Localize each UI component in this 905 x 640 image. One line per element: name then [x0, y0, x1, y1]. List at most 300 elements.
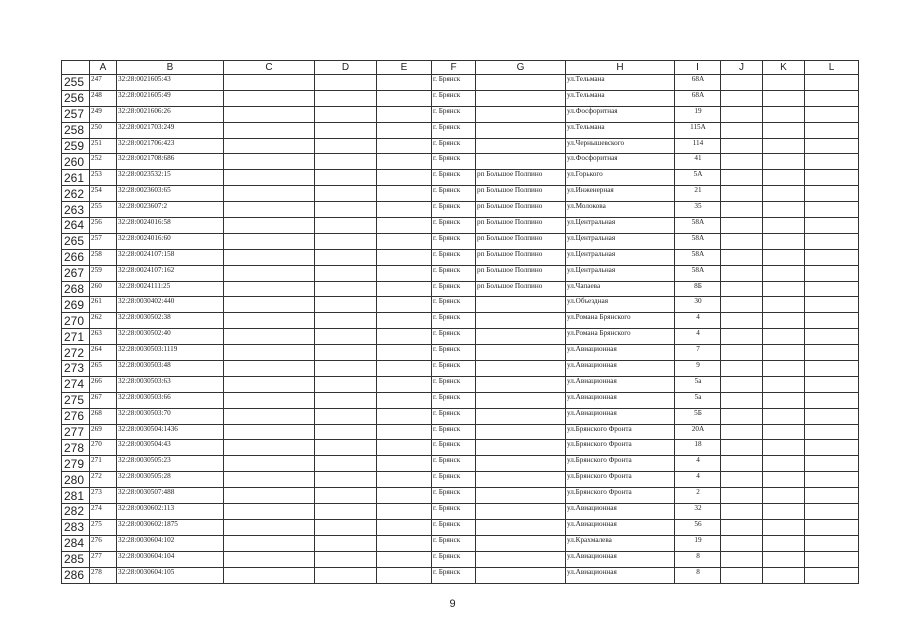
- cell-k[interactable]: [763, 472, 805, 488]
- cell-k[interactable]: [763, 90, 805, 106]
- cell-l[interactable]: [805, 519, 859, 535]
- cell-h[interactable]: ул.Молокова: [566, 202, 675, 218]
- row-number[interactable]: 277: [62, 424, 90, 440]
- cell-k[interactable]: [763, 297, 805, 313]
- cell-h[interactable]: ул.Брянского Фронта: [566, 440, 675, 456]
- cell-l[interactable]: [805, 376, 859, 392]
- cell-a[interactable]: 272: [90, 472, 117, 488]
- cell-j[interactable]: [721, 535, 763, 551]
- column-header-k[interactable]: K: [763, 61, 805, 75]
- cell-l[interactable]: [805, 233, 859, 249]
- cell-k[interactable]: [763, 345, 805, 361]
- cell-j[interactable]: [721, 297, 763, 313]
- cell-j[interactable]: [721, 265, 763, 281]
- cell-b[interactable]: 32:28:0030602:113: [117, 504, 224, 520]
- cell-i[interactable]: 21: [675, 186, 721, 202]
- cell-d[interactable]: [315, 218, 377, 234]
- cell-i[interactable]: 19: [675, 535, 721, 551]
- cell-d[interactable]: [315, 249, 377, 265]
- cell-l[interactable]: [805, 392, 859, 408]
- cell-g[interactable]: [476, 504, 566, 520]
- cell-i[interactable]: 35: [675, 202, 721, 218]
- cell-i[interactable]: 4: [675, 313, 721, 329]
- cell-d[interactable]: [315, 551, 377, 567]
- cell-i[interactable]: 5а: [675, 376, 721, 392]
- cell-d[interactable]: [315, 329, 377, 345]
- cell-l[interactable]: [805, 249, 859, 265]
- cell-k[interactable]: [763, 186, 805, 202]
- cell-d[interactable]: [315, 170, 377, 186]
- cell-j[interactable]: [721, 488, 763, 504]
- cell-d[interactable]: [315, 519, 377, 535]
- cell-c[interactable]: [224, 376, 315, 392]
- cell-a[interactable]: 257: [90, 233, 117, 249]
- cell-c[interactable]: [224, 440, 315, 456]
- cell-l[interactable]: [805, 440, 859, 456]
- cell-j[interactable]: [721, 329, 763, 345]
- cell-a[interactable]: 262: [90, 313, 117, 329]
- cell-l[interactable]: [805, 122, 859, 138]
- cell-k[interactable]: [763, 456, 805, 472]
- cell-c[interactable]: [224, 424, 315, 440]
- cell-d[interactable]: [315, 488, 377, 504]
- cell-h[interactable]: ул.Авиационная: [566, 519, 675, 535]
- cell-l[interactable]: [805, 313, 859, 329]
- cell-i[interactable]: 5Б: [675, 408, 721, 424]
- row-number[interactable]: 259: [62, 138, 90, 154]
- cell-d[interactable]: [315, 345, 377, 361]
- cell-j[interactable]: [721, 345, 763, 361]
- cell-j[interactable]: [721, 519, 763, 535]
- corner-header[interactable]: [62, 61, 90, 75]
- cell-e[interactable]: [377, 376, 432, 392]
- cell-f[interactable]: г. Брянск: [432, 567, 476, 583]
- cell-j[interactable]: [721, 440, 763, 456]
- cell-f[interactable]: г. Брянск: [432, 488, 476, 504]
- cell-e[interactable]: [377, 567, 432, 583]
- cell-g[interactable]: [476, 122, 566, 138]
- cell-c[interactable]: [224, 456, 315, 472]
- cell-h[interactable]: ул.Фосфоритная: [566, 106, 675, 122]
- cell-e[interactable]: [377, 265, 432, 281]
- cell-l[interactable]: [805, 504, 859, 520]
- cell-k[interactable]: [763, 154, 805, 170]
- cell-h[interactable]: ул.Центральная: [566, 218, 675, 234]
- cell-b[interactable]: 32:28:0021605:43: [117, 75, 224, 91]
- cell-d[interactable]: [315, 281, 377, 297]
- cell-e[interactable]: [377, 170, 432, 186]
- cell-k[interactable]: [763, 233, 805, 249]
- cell-f[interactable]: г. Брянск: [432, 345, 476, 361]
- column-header-e[interactable]: E: [377, 61, 432, 75]
- cell-e[interactable]: [377, 90, 432, 106]
- cell-b[interactable]: 32:28:0030503:48: [117, 361, 224, 377]
- cell-h[interactable]: ул.Авиационная: [566, 504, 675, 520]
- cell-l[interactable]: [805, 424, 859, 440]
- cell-d[interactable]: [315, 424, 377, 440]
- cell-h[interactable]: ул.Авиационная: [566, 567, 675, 583]
- cell-d[interactable]: [315, 567, 377, 583]
- cell-g[interactable]: [476, 424, 566, 440]
- cell-f[interactable]: г. Брянск: [432, 281, 476, 297]
- cell-g[interactable]: [476, 154, 566, 170]
- cell-i[interactable]: 8: [675, 567, 721, 583]
- cell-j[interactable]: [721, 106, 763, 122]
- row-number[interactable]: 263: [62, 202, 90, 218]
- row-number[interactable]: 276: [62, 408, 90, 424]
- cell-g[interactable]: [476, 376, 566, 392]
- cell-f[interactable]: г. Брянск: [432, 154, 476, 170]
- cell-i[interactable]: 58А: [675, 265, 721, 281]
- cell-g[interactable]: [476, 90, 566, 106]
- row-number[interactable]: 270: [62, 313, 90, 329]
- cell-f[interactable]: г. Брянск: [432, 75, 476, 91]
- cell-e[interactable]: [377, 504, 432, 520]
- cell-e[interactable]: [377, 424, 432, 440]
- cell-k[interactable]: [763, 75, 805, 91]
- cell-b[interactable]: 32:28:0030502:38: [117, 313, 224, 329]
- column-header-g[interactable]: G: [476, 61, 566, 75]
- cell-f[interactable]: г. Брянск: [432, 202, 476, 218]
- cell-j[interactable]: [721, 202, 763, 218]
- cell-i[interactable]: 20А: [675, 424, 721, 440]
- column-header-h[interactable]: H: [566, 61, 675, 75]
- cell-g[interactable]: [476, 106, 566, 122]
- column-header-f[interactable]: F: [432, 61, 476, 75]
- cell-h[interactable]: ул.Центральная: [566, 249, 675, 265]
- cell-a[interactable]: 253: [90, 170, 117, 186]
- cell-d[interactable]: [315, 265, 377, 281]
- cell-d[interactable]: [315, 440, 377, 456]
- cell-f[interactable]: г. Брянск: [432, 186, 476, 202]
- cell-c[interactable]: [224, 233, 315, 249]
- cell-e[interactable]: [377, 233, 432, 249]
- cell-g[interactable]: рп Большое Полпино: [476, 281, 566, 297]
- cell-i[interactable]: 41: [675, 154, 721, 170]
- cell-e[interactable]: [377, 218, 432, 234]
- row-number[interactable]: 273: [62, 361, 90, 377]
- cell-a[interactable]: 258: [90, 249, 117, 265]
- cell-b[interactable]: 32:28:0030503:1119: [117, 345, 224, 361]
- cell-h[interactable]: ул.Брянского Фронта: [566, 456, 675, 472]
- cell-g[interactable]: [476, 329, 566, 345]
- cell-e[interactable]: [377, 122, 432, 138]
- cell-e[interactable]: [377, 345, 432, 361]
- cell-c[interactable]: [224, 202, 315, 218]
- cell-l[interactable]: [805, 345, 859, 361]
- cell-a[interactable]: 274: [90, 504, 117, 520]
- cell-h[interactable]: ул.Авиационная: [566, 376, 675, 392]
- cell-l[interactable]: [805, 551, 859, 567]
- cell-d[interactable]: [315, 233, 377, 249]
- row-number[interactable]: 258: [62, 122, 90, 138]
- cell-j[interactable]: [721, 376, 763, 392]
- cell-j[interactable]: [721, 361, 763, 377]
- cell-e[interactable]: [377, 519, 432, 535]
- cell-a[interactable]: 270: [90, 440, 117, 456]
- cell-j[interactable]: [721, 392, 763, 408]
- cell-a[interactable]: 266: [90, 376, 117, 392]
- column-header-a[interactable]: A: [90, 61, 117, 75]
- cell-c[interactable]: [224, 281, 315, 297]
- cell-j[interactable]: [721, 504, 763, 520]
- cell-d[interactable]: [315, 313, 377, 329]
- cell-a[interactable]: 273: [90, 488, 117, 504]
- cell-c[interactable]: [224, 218, 315, 234]
- cell-g[interactable]: [476, 488, 566, 504]
- cell-c[interactable]: [224, 138, 315, 154]
- cell-j[interactable]: [721, 154, 763, 170]
- cell-j[interactable]: [721, 281, 763, 297]
- cell-a[interactable]: 248: [90, 90, 117, 106]
- cell-h[interactable]: ул.Авиационная: [566, 361, 675, 377]
- cell-j[interactable]: [721, 122, 763, 138]
- cell-j[interactable]: [721, 233, 763, 249]
- cell-e[interactable]: [377, 138, 432, 154]
- cell-j[interactable]: [721, 170, 763, 186]
- cell-l[interactable]: [805, 75, 859, 91]
- cell-c[interactable]: [224, 345, 315, 361]
- cell-b[interactable]: 32:28:0030502:40: [117, 329, 224, 345]
- cell-k[interactable]: [763, 504, 805, 520]
- cell-j[interactable]: [721, 75, 763, 91]
- cell-g[interactable]: [476, 345, 566, 361]
- cell-l[interactable]: [805, 408, 859, 424]
- cell-c[interactable]: [224, 154, 315, 170]
- cell-a[interactable]: 251: [90, 138, 117, 154]
- cell-a[interactable]: 268: [90, 408, 117, 424]
- cell-a[interactable]: 277: [90, 551, 117, 567]
- cell-f[interactable]: г. Брянск: [432, 535, 476, 551]
- cell-d[interactable]: [315, 122, 377, 138]
- cell-a[interactable]: 250: [90, 122, 117, 138]
- cell-f[interactable]: г. Брянск: [432, 361, 476, 377]
- cell-h[interactable]: ул.Брянского Фронта: [566, 424, 675, 440]
- cell-b[interactable]: 32:28:0023603:65: [117, 186, 224, 202]
- cell-e[interactable]: [377, 297, 432, 313]
- cell-l[interactable]: [805, 265, 859, 281]
- row-number[interactable]: 268: [62, 281, 90, 297]
- cell-k[interactable]: [763, 392, 805, 408]
- cell-h[interactable]: ул.Романа Брянского: [566, 313, 675, 329]
- cell-b[interactable]: 32:28:0030602:1875: [117, 519, 224, 535]
- row-number[interactable]: 266: [62, 249, 90, 265]
- row-number[interactable]: 283: [62, 519, 90, 535]
- cell-b[interactable]: 32:28:0030604:104: [117, 551, 224, 567]
- cell-k[interactable]: [763, 361, 805, 377]
- cell-h[interactable]: ул.Крахмалева: [566, 535, 675, 551]
- cell-h[interactable]: ул.Центральная: [566, 265, 675, 281]
- cell-i[interactable]: 2: [675, 488, 721, 504]
- cell-d[interactable]: [315, 154, 377, 170]
- row-number[interactable]: 271: [62, 329, 90, 345]
- cell-e[interactable]: [377, 472, 432, 488]
- cell-i[interactable]: 58А: [675, 233, 721, 249]
- row-number[interactable]: 278: [62, 440, 90, 456]
- cell-f[interactable]: г. Брянск: [432, 218, 476, 234]
- cell-f[interactable]: г. Брянск: [432, 138, 476, 154]
- cell-i[interactable]: 114: [675, 138, 721, 154]
- cell-c[interactable]: [224, 504, 315, 520]
- cell-h[interactable]: ул.Чапаева: [566, 281, 675, 297]
- cell-k[interactable]: [763, 519, 805, 535]
- cell-l[interactable]: [805, 170, 859, 186]
- cell-g[interactable]: [476, 456, 566, 472]
- cell-a[interactable]: 252: [90, 154, 117, 170]
- cell-c[interactable]: [224, 249, 315, 265]
- cell-b[interactable]: 32:28:0030504:1436: [117, 424, 224, 440]
- cell-e[interactable]: [377, 106, 432, 122]
- cell-i[interactable]: 68А: [675, 90, 721, 106]
- cell-h[interactable]: ул.Тельмана: [566, 75, 675, 91]
- cell-k[interactable]: [763, 313, 805, 329]
- cell-l[interactable]: [805, 535, 859, 551]
- cell-a[interactable]: 267: [90, 392, 117, 408]
- cell-f[interactable]: г. Брянск: [432, 472, 476, 488]
- cell-e[interactable]: [377, 551, 432, 567]
- cell-j[interactable]: [721, 138, 763, 154]
- cell-k[interactable]: [763, 567, 805, 583]
- cell-i[interactable]: 18: [675, 440, 721, 456]
- cell-k[interactable]: [763, 535, 805, 551]
- cell-f[interactable]: г. Брянск: [432, 519, 476, 535]
- row-number[interactable]: 269: [62, 297, 90, 313]
- row-number[interactable]: 264: [62, 218, 90, 234]
- cell-g[interactable]: [476, 392, 566, 408]
- cell-b[interactable]: 32:28:0030503:70: [117, 408, 224, 424]
- column-header-j[interactable]: J: [721, 61, 763, 75]
- cell-f[interactable]: г. Брянск: [432, 106, 476, 122]
- cell-e[interactable]: [377, 392, 432, 408]
- cell-b[interactable]: 32:28:0030503:63: [117, 376, 224, 392]
- cell-l[interactable]: [805, 297, 859, 313]
- cell-h[interactable]: ул.Авиационная: [566, 392, 675, 408]
- cell-g[interactable]: [476, 440, 566, 456]
- cell-g[interactable]: [476, 519, 566, 535]
- cell-j[interactable]: [721, 313, 763, 329]
- cell-c[interactable]: [224, 551, 315, 567]
- cell-d[interactable]: [315, 361, 377, 377]
- cell-j[interactable]: [721, 567, 763, 583]
- cell-c[interactable]: [224, 392, 315, 408]
- cell-e[interactable]: [377, 440, 432, 456]
- cell-j[interactable]: [721, 186, 763, 202]
- cell-f[interactable]: г. Брянск: [432, 440, 476, 456]
- row-number[interactable]: 256: [62, 90, 90, 106]
- cell-a[interactable]: 259: [90, 265, 117, 281]
- cell-a[interactable]: 256: [90, 218, 117, 234]
- row-number[interactable]: 255: [62, 75, 90, 91]
- cell-l[interactable]: [805, 186, 859, 202]
- cell-l[interactable]: [805, 567, 859, 583]
- cell-f[interactable]: г. Брянск: [432, 408, 476, 424]
- cell-h[interactable]: ул.Чернышевского: [566, 138, 675, 154]
- cell-e[interactable]: [377, 361, 432, 377]
- cell-a[interactable]: 247: [90, 75, 117, 91]
- cell-d[interactable]: [315, 376, 377, 392]
- cell-f[interactable]: г. Брянск: [432, 504, 476, 520]
- cell-l[interactable]: [805, 329, 859, 345]
- column-header-i[interactable]: I: [675, 61, 721, 75]
- cell-c[interactable]: [224, 170, 315, 186]
- cell-b[interactable]: 32:28:0021706:423: [117, 138, 224, 154]
- cell-b[interactable]: 32:28:0024107:162: [117, 265, 224, 281]
- cell-a[interactable]: 276: [90, 535, 117, 551]
- cell-h[interactable]: ул.Центральная: [566, 233, 675, 249]
- cell-f[interactable]: г. Брянск: [432, 233, 476, 249]
- cell-f[interactable]: г. Брянск: [432, 551, 476, 567]
- cell-g[interactable]: рп Большое Полпино: [476, 186, 566, 202]
- cell-j[interactable]: [721, 456, 763, 472]
- cell-g[interactable]: [476, 567, 566, 583]
- cell-f[interactable]: г. Брянск: [432, 297, 476, 313]
- cell-a[interactable]: 269: [90, 424, 117, 440]
- cell-i[interactable]: 7: [675, 345, 721, 361]
- cell-h[interactable]: ул.Авиационная: [566, 345, 675, 361]
- cell-c[interactable]: [224, 361, 315, 377]
- cell-c[interactable]: [224, 122, 315, 138]
- cell-b[interactable]: 32:28:0023532:15: [117, 170, 224, 186]
- cell-a[interactable]: 249: [90, 106, 117, 122]
- cell-a[interactable]: 275: [90, 519, 117, 535]
- cell-l[interactable]: [805, 138, 859, 154]
- cell-d[interactable]: [315, 186, 377, 202]
- cell-k[interactable]: [763, 138, 805, 154]
- cell-c[interactable]: [224, 408, 315, 424]
- cell-g[interactable]: рп Большое Полпино: [476, 265, 566, 281]
- row-number[interactable]: 279: [62, 456, 90, 472]
- row-number[interactable]: 284: [62, 535, 90, 551]
- row-number[interactable]: 281: [62, 488, 90, 504]
- cell-i[interactable]: 9: [675, 361, 721, 377]
- cell-g[interactable]: рп Большое Полпино: [476, 202, 566, 218]
- cell-k[interactable]: [763, 551, 805, 567]
- cell-i[interactable]: 19: [675, 106, 721, 122]
- cell-b[interactable]: 32:28:0030505:28: [117, 472, 224, 488]
- cell-k[interactable]: [763, 408, 805, 424]
- cell-a[interactable]: 278: [90, 567, 117, 583]
- cell-d[interactable]: [315, 90, 377, 106]
- cell-e[interactable]: [377, 488, 432, 504]
- cell-h[interactable]: ул.Авиационная: [566, 408, 675, 424]
- cell-j[interactable]: [721, 249, 763, 265]
- row-number[interactable]: 272: [62, 345, 90, 361]
- cell-h[interactable]: ул.Тельмана: [566, 122, 675, 138]
- cell-g[interactable]: [476, 75, 566, 91]
- cell-b[interactable]: 32:28:0030604:105: [117, 567, 224, 583]
- cell-k[interactable]: [763, 424, 805, 440]
- cell-d[interactable]: [315, 297, 377, 313]
- cell-g[interactable]: рп Большое Полпино: [476, 249, 566, 265]
- cell-a[interactable]: 264: [90, 345, 117, 361]
- cell-j[interactable]: [721, 408, 763, 424]
- cell-k[interactable]: [763, 106, 805, 122]
- cell-i[interactable]: 56: [675, 519, 721, 535]
- cell-k[interactable]: [763, 329, 805, 345]
- cell-g[interactable]: рп Большое Полпино: [476, 170, 566, 186]
- cell-d[interactable]: [315, 504, 377, 520]
- cell-l[interactable]: [805, 472, 859, 488]
- cell-k[interactable]: [763, 281, 805, 297]
- cell-f[interactable]: г. Брянск: [432, 424, 476, 440]
- column-header-c[interactable]: C: [224, 61, 315, 75]
- cell-b[interactable]: 32:28:0024111:25: [117, 281, 224, 297]
- cell-i[interactable]: 115А: [675, 122, 721, 138]
- cell-c[interactable]: [224, 297, 315, 313]
- cell-i[interactable]: 5А: [675, 170, 721, 186]
- row-number[interactable]: 274: [62, 376, 90, 392]
- cell-e[interactable]: [377, 313, 432, 329]
